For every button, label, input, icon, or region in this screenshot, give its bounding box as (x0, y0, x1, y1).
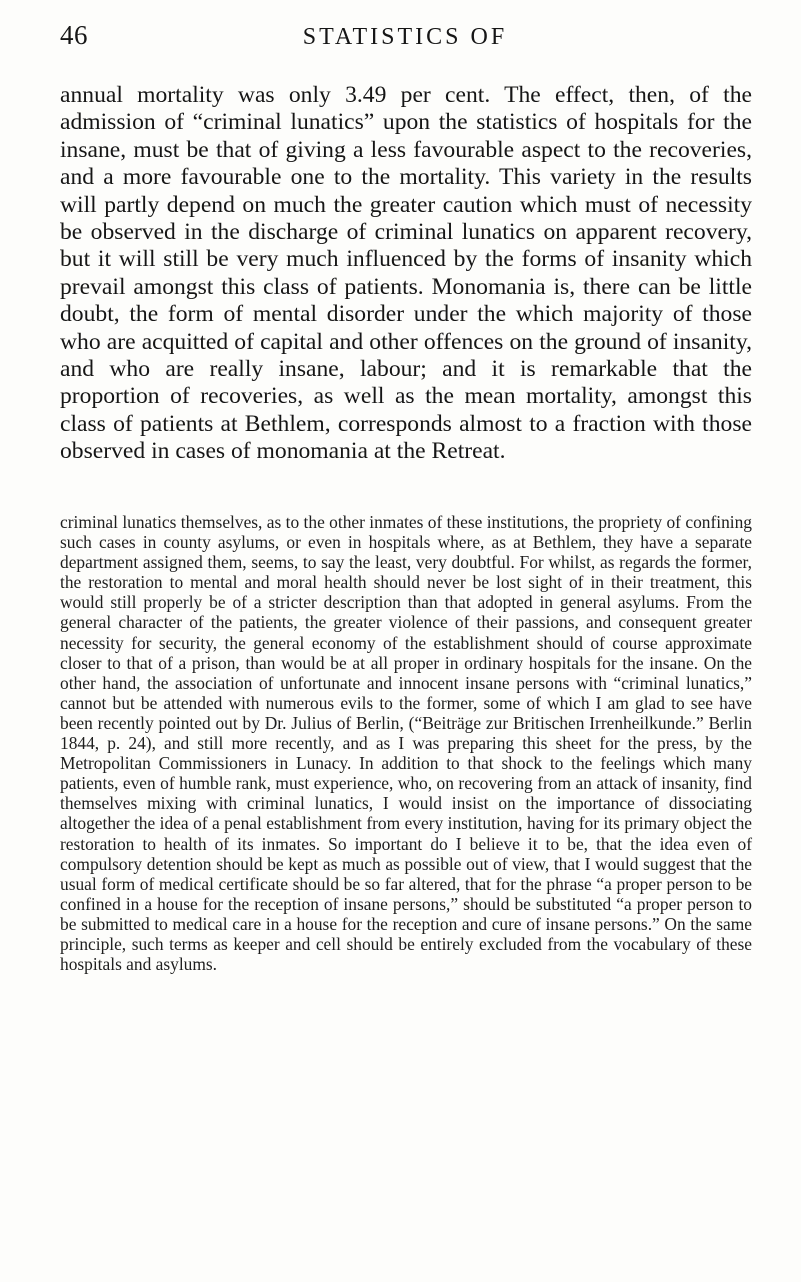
main-paragraph: annual mortality was only 3.49 per cent. The effect, then, of the admission of “criminal lunatics” upon the statistics of hospitals for the insane, must be that of giving a less favourable aspect to the recoveries, and a more favourable one to the mortality. This variety in the results will partly depend on much the greater caution which must of necessity be observed in the discharge of criminal lunatics on apparent recovery, but it will still be very much influenced by the forms of insanity which prevail amongst this class of patients. Monomania is, there can be little doubt, the form of mental disorder under the which majority of those who are acquitted of capital and other offences on the ground of insanity, and who are really insane, labour; and it is remarkable that the proportion of recoveries, as well as the mean mortality, amongst this class of patients at Bethlem, corresponds almost to a fraction with those observed in cases of monomania at the Retreat. (60, 82, 752, 465)
running-title: STATISTICS OF (302, 24, 508, 50)
footnote-continuation: criminal lunatics themselves, as to the other inmates of these institutions, the propriety of confining such cases in county asylums, or even in hospitals where, as at Bethlem, they have a separate department assigned them, seems, to say the least, very doubtful. For whilst, as regards the former, the restoration to mental and moral health should never be lost sight of in their treatment, this would still properly be of a stricter description than that adopted in general asylums. From the general character of the patients, the greater violence of their passions, and consequent greater necessity for security, the general economy of the establishment should of course approximate closer to that of a prison, than would be at all proper in ordinary hospitals for the insane. On the other hand, the association of unfortunate and innocent insane persons with “criminal lunatics,” cannot but be attended with numerous evils to the former, some of which I am glad to see have been recently pointed out by Dr. Julius of Berlin, (“Beiträge zur Britischen Irrenheilkunde.” Berlin 1844, p. 24), and still more recently, and as I was preparing this sheet for the press, by the Metropolitan Commissioners in Lunacy. In addition to that shock to the feelings which many patients, even of humble rank, must experience, who, on recovering from an attack of insanity, find themselves mixing with criminal lunatics, I would insist on the importance of dissociating altogether the idea of a penal establishment from every institution, having for its primary object the restoration to health of its inmates. So important do I believe it to be, that the idea even of compulsory detention should be kept as much as possible out of view, that I would suggest that the usual form of medical certificate should be so far altered, that for the phrase “a proper person to be confined in a house for the reception of insane persons,” should be substituted “a proper person to be submitted to medical care in a house for the reception and cure of insane persons.” On the same principle, such terms as keeper and cell should be entirely excluded from the vocabulary of these hospitals and asylums. (60, 512, 752, 975)
page-header (60, 20, 750, 60)
page-number: 46 (60, 20, 88, 50)
